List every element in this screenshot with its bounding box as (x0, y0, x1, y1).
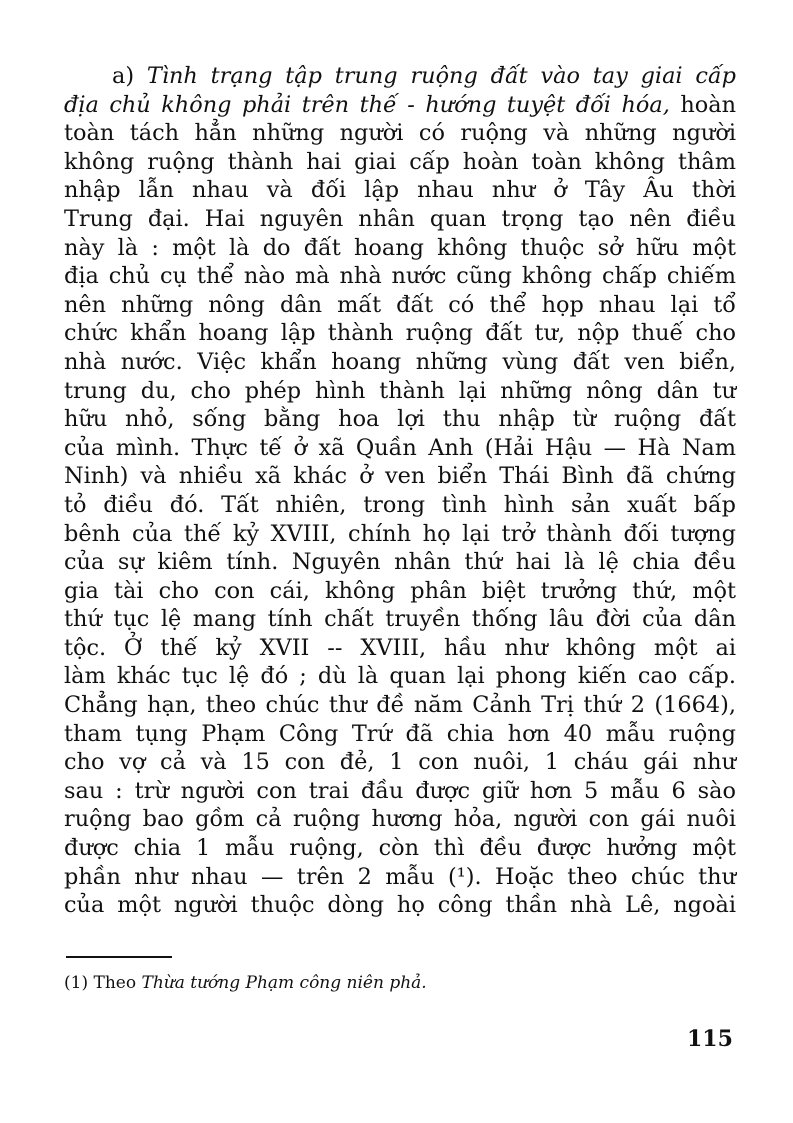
text-line (64, 91, 736, 120)
line-segment: địa chủ không phải trên thế - hướng tuyệt đối hóa, (64, 91, 670, 118)
footnote (64, 972, 427, 994)
text-line (64, 405, 736, 434)
text-line (64, 777, 736, 806)
text-line (64, 691, 736, 720)
line-segment: thứ tục lệ mang tính chất truyền thống lâu đời của dân (64, 606, 736, 633)
text-line (64, 234, 736, 263)
text-line (64, 834, 736, 863)
text-line (64, 434, 736, 463)
line-segment: này là : một là do đất hoang không thuộc sở hữu một (64, 234, 736, 261)
text-line (64, 520, 736, 549)
text-line (64, 462, 736, 491)
line-segment: hoàn (669, 91, 737, 118)
line-segment: nhà nước. Việc khẩn hoang những vùng đất ven biển, (64, 348, 736, 375)
line-segment: của sự kiêm tính. Nguyên nhân thứ hai là lệ chia đều (64, 549, 736, 576)
text-line (64, 634, 736, 663)
text-line (64, 605, 736, 634)
line-segment: nên những nông dân mất đất có thể họp nhau lại tổ (64, 291, 736, 318)
text-line (64, 720, 736, 749)
text-line (64, 577, 736, 606)
text-line (64, 863, 736, 892)
text-line (64, 348, 736, 377)
text-line (64, 377, 736, 406)
line-segment: của một người thuộc dòng họ công thần nhà Lê, ngoài (64, 892, 736, 919)
body-paragraph (64, 62, 736, 920)
footnote-separator (66, 956, 172, 958)
text-line (64, 891, 736, 920)
line-segment: sau : trừ người con trai đầu được giữ hơn 5 mẫu 6 sào (64, 777, 736, 804)
line-segment: làm khác tục lệ đó ; dù là quan lại phong kiến cao cấp. (64, 663, 736, 690)
line-segment: bênh của thế kỷ XVIII, chính họ lại trở thành đối tượng (64, 520, 736, 547)
text-line (64, 662, 736, 691)
line-segment: chức khẩn hoang lập thành ruộng đất tư, nộp thuế cho (64, 320, 736, 347)
line-segment: a) (112, 63, 147, 89)
line-segment: của mình. Thực tế ở xã Quần Anh (Hải Hậu — Hà Nam (64, 434, 736, 461)
line-segment: tộc. Ở thế kỷ XVII -- XVIII, hầu như không một ai (64, 634, 736, 661)
line-segment: nhập lẫn nhau và đối lập nhau như ở Tây Âu thời (64, 177, 736, 204)
line-segment: toàn tách hẳn những người có ruộng và những người (64, 120, 736, 147)
footnote-source-title: Thừa tướng Phạm công niên phả. (141, 973, 427, 993)
text-line (64, 205, 736, 234)
line-segment: Ninh) và nhiều xã khác ở ven biển Thái Bình đã chứng (64, 463, 736, 490)
line-segment: trung du, cho phép hình thành lại những nông dân tư (64, 377, 736, 404)
footnote-marker: (1) Theo (64, 973, 142, 993)
line-segment: tỏ điều đó. Tất nhiên, trong tình hình sản xuất bấp (64, 491, 736, 518)
text-line (64, 62, 736, 91)
line-segment: Trung đại. Hai nguyên nhân quan trọng tạo nên điều (64, 205, 736, 232)
line-segment: tham tụng Phạm Công Trứ đã chia hơn 40 mẫu ruộng (64, 720, 736, 747)
line-segment: Tình trạng tập trung ruộng đất vào tay giai cấp (146, 63, 736, 89)
line-segment: gia tài cho con cái, không phân biệt trưởng thứ, một (64, 577, 736, 604)
line-segment: phần như nhau — trên 2 mẫu (¹). Hoặc theo chúc thư (64, 863, 736, 890)
text-line (64, 291, 736, 320)
text-line (64, 119, 736, 148)
text-line (64, 748, 736, 777)
line-segment: Chẳng hạn, theo chúc thư đề năm Cảnh Trị thứ 2 (1664), (64, 692, 736, 719)
text-line (64, 176, 736, 205)
line-segment: được chia 1 mẫu ruộng, còn thì đều được hưởng một (64, 835, 736, 862)
line-segment: ruộng bao gồm cả ruộng hương hỏa, người con gái nuôi (64, 806, 736, 833)
text-line (64, 262, 736, 291)
text-line (64, 491, 736, 520)
text-line (64, 319, 736, 348)
page-number: 115 (687, 1026, 733, 1052)
line-segment: cho vợ cả và 15 con đẻ, 1 con nuôi, 1 cháu gái như (64, 749, 736, 776)
text-line (64, 148, 736, 177)
text-line (64, 805, 736, 834)
line-segment: không ruộng thành hai giai cấp hoàn toàn không thâm (64, 148, 736, 175)
line-segment: địa chủ cụ thể nào mà nhà nước cũng không chấp chiếm (64, 263, 736, 290)
text-line (64, 548, 736, 577)
line-segment: hữu nhỏ, sống bằng hoa lợi thu nhập từ ruộng đất (64, 406, 736, 433)
